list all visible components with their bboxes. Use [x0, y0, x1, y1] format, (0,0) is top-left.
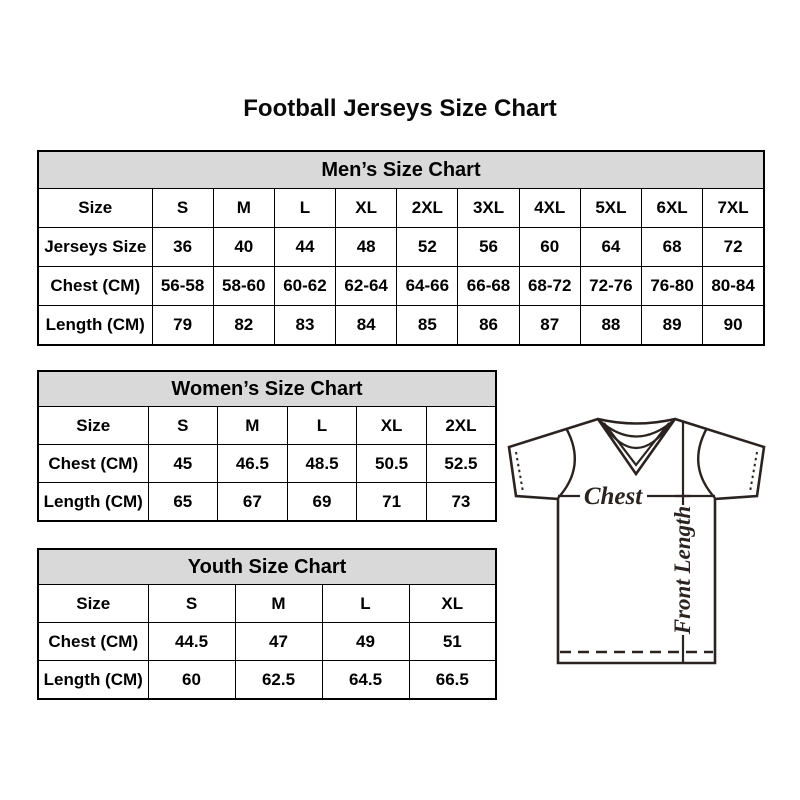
value-cell: 65 — [148, 483, 218, 522]
size-header-cell: 4XL — [519, 189, 580, 228]
page-title: Football Jerseys Size Chart — [243, 95, 557, 122]
row-label-cell: Size — [38, 407, 148, 445]
value-cell: 73 — [426, 483, 496, 522]
row-label-cell: Chest (CM) — [38, 445, 148, 483]
size-header-cell: XL — [357, 407, 427, 445]
youth-size-table — [37, 548, 497, 700]
size-header-cell: 3XL — [458, 189, 519, 228]
value-cell: 68-72 — [519, 267, 580, 306]
value-cell: 44 — [274, 228, 335, 267]
row-label-cell: Chest (CM) — [38, 623, 148, 661]
size-header-cell: S — [148, 585, 235, 623]
value-cell: 80-84 — [703, 267, 764, 306]
value-cell: 46.5 — [218, 445, 288, 483]
size-header-cell: M — [213, 189, 274, 228]
table-row — [38, 407, 496, 445]
value-cell: 56 — [458, 228, 519, 267]
size-header-cell: L — [322, 585, 409, 623]
value-cell: 79 — [152, 306, 213, 346]
row-label-cell: Length (CM) — [38, 306, 152, 346]
value-cell: 90 — [703, 306, 764, 346]
mens-size-table — [37, 150, 765, 346]
size-header-cell: XL — [409, 585, 496, 623]
value-cell: 72 — [703, 228, 764, 267]
table-row — [38, 445, 496, 483]
womens-size-table — [37, 370, 497, 522]
value-cell: 64.5 — [322, 661, 409, 700]
value-cell: 60-62 — [274, 267, 335, 306]
front-length-label: Front Length — [670, 505, 695, 635]
value-cell: 60 — [148, 661, 235, 700]
chest-label: Chest — [583, 483, 643, 510]
row-label-cell: Size — [38, 189, 152, 228]
value-cell: 88 — [580, 306, 641, 346]
size-header-cell: 2XL — [426, 407, 496, 445]
value-cell: 64-66 — [397, 267, 458, 306]
value-cell: 62-64 — [336, 267, 397, 306]
value-cell: 87 — [519, 306, 580, 346]
value-cell: 52 — [397, 228, 458, 267]
table-row — [38, 623, 496, 661]
table-title-row — [38, 549, 496, 585]
value-cell: 76-80 — [642, 267, 703, 306]
value-cell: 56-58 — [152, 267, 213, 306]
value-cell: 49 — [322, 623, 409, 661]
cuff-stitch-right — [750, 452, 757, 492]
row-label-cell: Size — [38, 585, 148, 623]
value-cell: 47 — [235, 623, 322, 661]
size-header-cell: L — [274, 189, 335, 228]
table-title-row — [38, 151, 764, 189]
mens-table-title: Men’s Size Chart — [38, 151, 764, 189]
value-cell: 58-60 — [213, 267, 274, 306]
value-cell: 36 — [152, 228, 213, 267]
value-cell: 66.5 — [409, 661, 496, 700]
value-cell: 60 — [519, 228, 580, 267]
value-cell: 64 — [580, 228, 641, 267]
value-cell: 66-68 — [458, 267, 519, 306]
row-label-cell: Jerseys Size — [38, 228, 152, 267]
value-cell: 71 — [357, 483, 427, 522]
table-row — [38, 267, 764, 306]
table-row — [38, 189, 764, 228]
value-cell: 84 — [336, 306, 397, 346]
table-row — [38, 585, 496, 623]
value-cell: 44.5 — [148, 623, 235, 661]
jersey-outline — [509, 419, 764, 663]
size-header-cell: XL — [336, 189, 397, 228]
cuff-stitch-left — [516, 452, 523, 492]
table-row — [38, 483, 496, 522]
value-cell: 67 — [218, 483, 288, 522]
womens-table-title: Women’s Size Chart — [38, 371, 496, 407]
table-title-row — [38, 371, 496, 407]
armhole-seam-right — [698, 428, 715, 498]
armhole-seam-left — [558, 428, 575, 498]
value-cell: 89 — [642, 306, 703, 346]
size-header-cell: M — [218, 407, 288, 445]
value-cell: 85 — [397, 306, 458, 346]
value-cell: 83 — [274, 306, 335, 346]
size-header-cell: 2XL — [397, 189, 458, 228]
row-label-cell: Chest (CM) — [38, 267, 152, 306]
value-cell: 52.5 — [426, 445, 496, 483]
table-row — [38, 228, 764, 267]
value-cell: 62.5 — [235, 661, 322, 700]
value-cell: 48.5 — [287, 445, 357, 483]
table-row — [38, 661, 496, 700]
value-cell: 40 — [213, 228, 274, 267]
size-header-cell: S — [152, 189, 213, 228]
jersey-measurement-diagram — [501, 412, 773, 674]
value-cell: 50.5 — [357, 445, 427, 483]
size-header-cell: S — [148, 407, 218, 445]
value-cell: 69 — [287, 483, 357, 522]
table-row — [38, 306, 764, 346]
value-cell: 45 — [148, 445, 218, 483]
value-cell: 68 — [642, 228, 703, 267]
size-header-cell: L — [287, 407, 357, 445]
row-label-cell: Length (CM) — [38, 483, 148, 522]
size-header-cell: 6XL — [642, 189, 703, 228]
value-cell: 86 — [458, 306, 519, 346]
size-header-cell: 5XL — [580, 189, 641, 228]
row-label-cell: Length (CM) — [38, 661, 148, 700]
size-header-cell: M — [235, 585, 322, 623]
size-header-cell: 7XL — [703, 189, 764, 228]
youth-table-title: Youth Size Chart — [38, 549, 496, 585]
value-cell: 82 — [213, 306, 274, 346]
value-cell: 72-76 — [580, 267, 641, 306]
value-cell: 51 — [409, 623, 496, 661]
value-cell: 48 — [336, 228, 397, 267]
